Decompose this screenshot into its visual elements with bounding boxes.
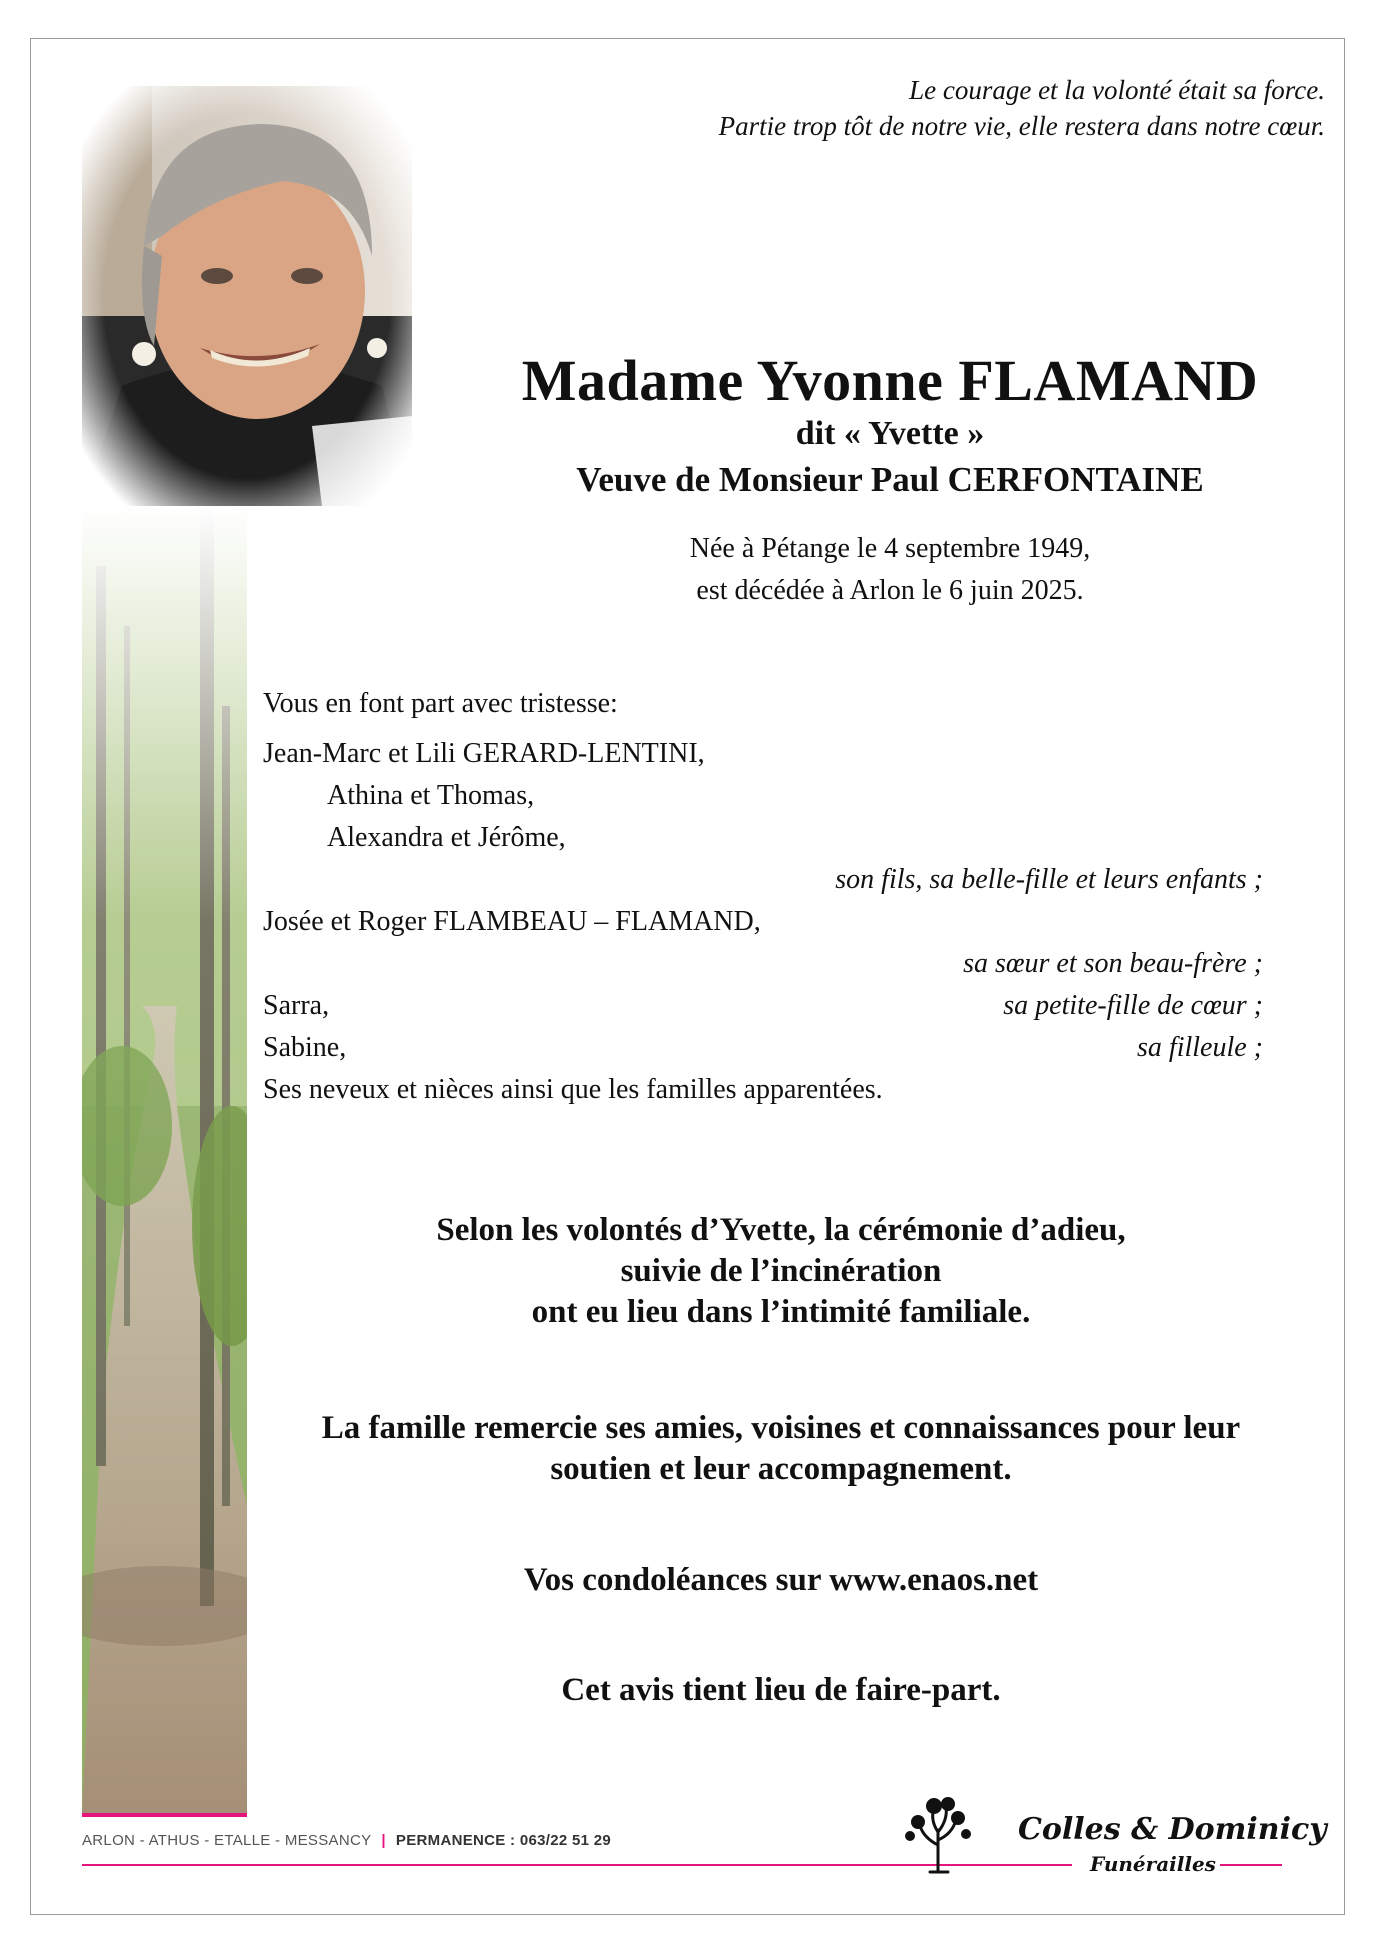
ceremony-line: suivie de l’incinération: [620, 1253, 942, 1289]
widow-of: Veuve de Monsieur Paul CERFONTAINE: [576, 460, 1204, 499]
ceremony-line: ont eu lieu dans l’intimité familiale.: [531, 1294, 1031, 1330]
announcement-intro: [263, 683, 1263, 725]
death-line: est décédée à Arlon le 6 juin 2025.: [696, 575, 1084, 606]
footer-permanence: PERMANENCE : 063/22 51 29: [395, 1832, 611, 1849]
thanks-line: La famille remercie ses amies, voisines et connaissances pour leur: [321, 1410, 1241, 1446]
family-member: Athina et Thomas,: [327, 780, 535, 811]
family-row: [263, 985, 1263, 1027]
family-row: [263, 775, 1263, 817]
family-relation: son fils, sa belle-fille et leurs enfants ;: [835, 864, 1263, 895]
family-relation: sa sœur et son beau-frère ;: [963, 948, 1263, 979]
birth-line: Née à Pétange le 4 septembre 1949,: [689, 533, 1091, 564]
footer-separator: |: [381, 1832, 386, 1849]
deceased-name: Madame Yvonne FLAMAND: [521, 348, 1259, 413]
quote-line: Partie trop tôt de notre vie, elle restera dans notre cœur.: [718, 111, 1325, 141]
family-member: Ses neveux et nièces ainsi que les familles apparentées.: [263, 1074, 883, 1105]
family-member: Sarra,: [263, 990, 330, 1021]
portrait-photo: [82, 86, 412, 506]
funeral-home-footer: [82, 1832, 611, 1849]
family-member: Josée et Roger FLAMBEAU – FLAMAND,: [263, 906, 761, 937]
family-row: [263, 859, 1263, 901]
forest-path-image: [82, 506, 247, 1813]
thanks-line: soutien et leur accompagnement.: [550, 1451, 1012, 1487]
logo-rule: [1220, 1864, 1282, 1866]
ceremony-text: [256, 1210, 1306, 1333]
ceremony-line: Selon les volontés d’Yvette, la cérémonie d’adieu,: [436, 1212, 1126, 1248]
intro-text: Vous en font part avec tristesse:: [263, 688, 618, 719]
family-relation: sa petite-fille de cœur ;: [1003, 990, 1263, 1021]
family-row: [263, 1069, 1263, 1111]
family-member: Jean-Marc et Lili GERARD-LENTINI,: [263, 738, 705, 769]
quote-line: Le courage et la volonté était sa force.: [909, 75, 1325, 105]
accent-bar: [82, 1813, 247, 1817]
family-row: [263, 1027, 1263, 1069]
family-row: [263, 943, 1263, 985]
thanks-text: [256, 1408, 1306, 1490]
condolences-text: Vos condoléances sur www.enaos.net: [523, 1562, 1039, 1598]
logo-name: Colles & Dominicy: [1018, 1812, 1327, 1847]
family-list: [263, 733, 1263, 1111]
family-member: Sabine,: [263, 1032, 347, 1063]
family-member: Alexandra et Jérôme,: [327, 822, 566, 853]
family-row: [263, 901, 1263, 943]
footer-locations: ARLON - ATHUS - ETALLE - MESSANCY: [82, 1832, 372, 1849]
notice-text: Cet avis tient lieu de faire-part.: [561, 1672, 1001, 1708]
birth-death-dates: [420, 528, 1360, 612]
family-row: [263, 733, 1263, 775]
family-relation: sa filleule ;: [1137, 1032, 1263, 1063]
logo-subtitle: Funérailles: [1090, 1852, 1216, 1876]
family-row: [263, 817, 1263, 859]
deceased-nickname: dit « Yvette »: [795, 415, 985, 452]
epitaph-quote: [719, 72, 1325, 144]
family-announcement: [263, 683, 1263, 1111]
